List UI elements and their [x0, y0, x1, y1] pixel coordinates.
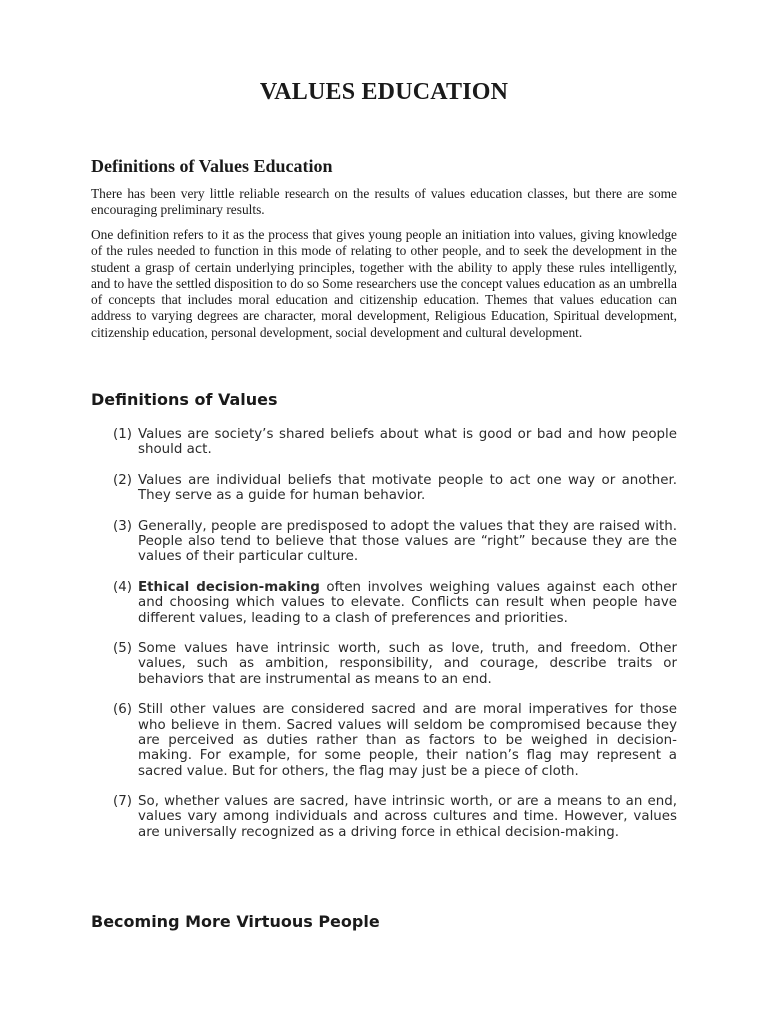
list-item-text	[138, 519, 677, 565]
list-item-text-body: Still other values are considered sacred and are moral imperatives for those who believe in them. Sacred values will seldom be compromised because they are perceived as duties rather than as factors to be weighed in decision-making. For example, for some people, their nation’s flag may represent a sacred value. But for others, the flag may just be a piece of cloth.	[138, 702, 677, 779]
list-item-number: (6)	[113, 702, 132, 718]
list-item-text	[138, 702, 677, 778]
list-item	[110, 702, 677, 778]
list-item	[110, 794, 677, 840]
section-heading-virtuous-people: Becoming More Virtuous People	[91, 912, 380, 931]
list-item-number: (7)	[113, 794, 132, 810]
section-heading-values: Definitions of Values	[91, 390, 278, 409]
values-definitions-list	[110, 427, 677, 855]
paragraph-definition: One definition refers to it as the process that gives young people an initiation into values, giving knowledge of the rules needed to function in this mode of relating to other people, and to seek the development in the student a grasp of certain underlying principles, together with the ability to apply these rules intelligently, and to have the settled disposition to do so Some researchers use the concept values education as an umbrella of concepts that includes moral education and citizenship education. Themes that values education can address to varying degrees are character, moral development, Religious Education, Spiritual development, citizenship education, personal development, social development and cultural development.	[91, 227, 677, 340]
list-item	[110, 427, 677, 458]
list-item	[110, 641, 677, 687]
list-item	[110, 580, 677, 626]
list-item-bold-term: Ethical decision-making	[138, 579, 320, 595]
list-item	[110, 519, 677, 565]
list-item-text-body: Values are individual beliefs that motivate people to act one way or another. They serve as a guide for human behavior.	[138, 472, 677, 504]
document-title: VALUES EDUCATION	[259, 79, 509, 105]
section-heading-values-education: Definitions of Values Education	[91, 156, 333, 176]
list-item-number: (1)	[113, 427, 132, 442]
list-item-text-body: Some values have intrinsic worth, such as love, truth, and freedom. Other values, such as ambition, responsibility, and courage, describe traits or behaviors that are instrumental as means to an end.	[138, 641, 677, 687]
list-item-text	[138, 794, 677, 840]
list-item-text-body: Generally, people are predisposed to adopt the values that they are raised with. People also tend to believe that those values are “right” because they are the values of their particular culture.	[138, 518, 677, 565]
list-item	[110, 473, 677, 504]
list-item-text	[138, 473, 677, 503]
list-item-number: (2)	[113, 472, 132, 488]
list-item-number: (4)	[113, 579, 132, 595]
list-item-text	[138, 427, 677, 457]
list-item-text	[138, 580, 677, 626]
list-item-text	[138, 641, 677, 687]
list-item-number: (3)	[113, 518, 132, 534]
list-item-text-body: So, whether values are sacred, have intrinsic worth, or are a means to an end, values vary among individuals and across cultures and time. However, values are universally recognized as a driving force in ethical decision-making.	[138, 794, 677, 840]
paragraph-research: There has been very little reliable research on the results of values education classes, but there are some encouraging preliminary results.	[91, 186, 677, 218]
list-item-text-body: Values are society’s shared beliefs about what is good or bad and how people should act.	[138, 427, 677, 458]
list-item-text-body: often involves weighing values against each other and choosing which values to elevate. Conflicts can result when people have different values, leading to a clash of preferences and priorities.	[138, 579, 677, 626]
list-item-number: (5)	[113, 641, 132, 657]
